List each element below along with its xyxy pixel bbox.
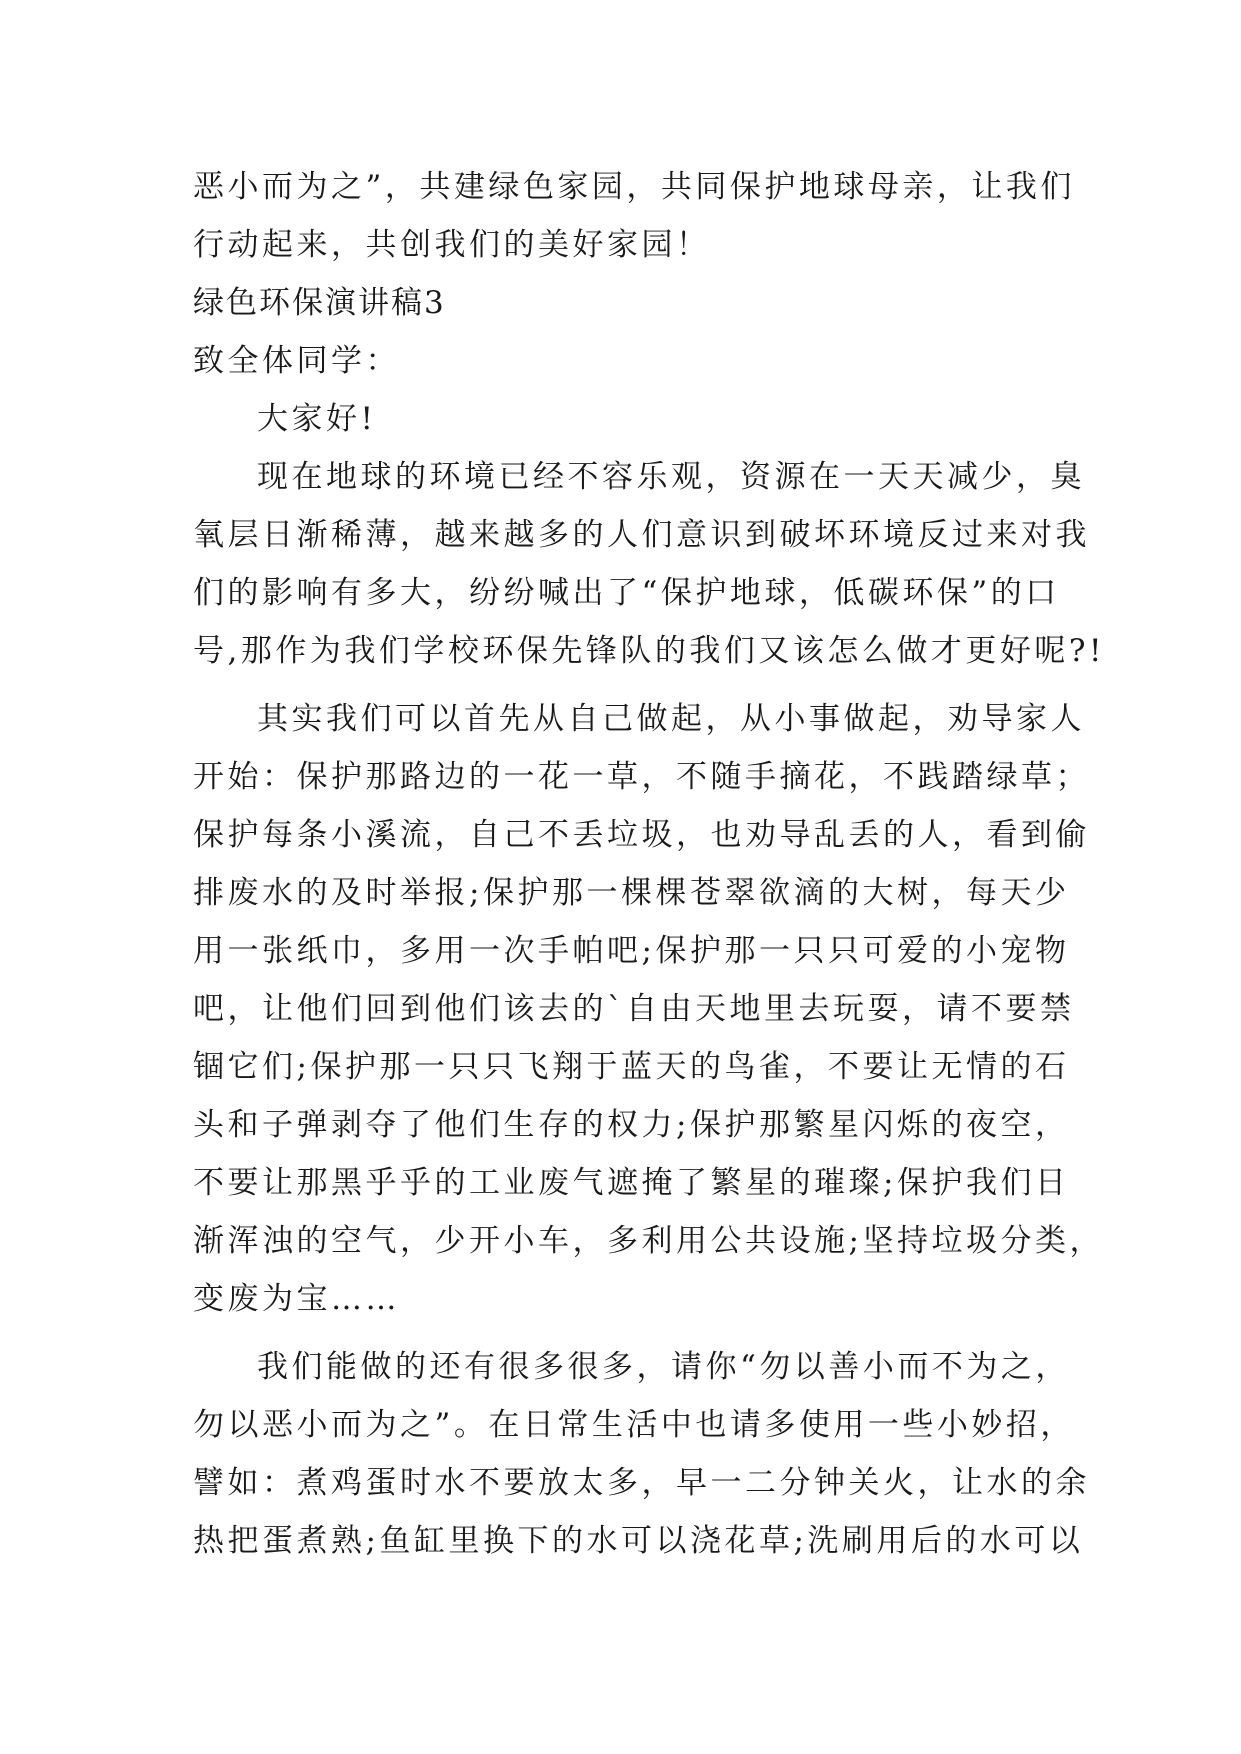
text-line: 排废水的及时举报;保护那一棵棵苍翠欲滴的大树，每天少 (193, 875, 1070, 911)
document-body (193, 158, 1105, 1570)
text-line: 保护每条小溪流，自己不丢垃圾，也劝导乱丢的人，看到偷 (193, 817, 1090, 853)
text-line: 用一张纸巾，多用一次手帕吧;保护那一只只可爱的小宠物 (193, 933, 1070, 969)
text-line: 现在地球的环境已经不容乐观，资源在一天天减少，臭 (257, 459, 1085, 495)
text-line: 氧层日渐稀薄，越来越多的人们意识到破坏环境反过来对我 (193, 517, 1090, 553)
text-line: 渐浑浊的空气，少开小车，多利用公共设施;坚持垃圾分类， (193, 1223, 1104, 1259)
paragraph-1 (193, 448, 1105, 680)
text-line: 恶小而为之”，共建绿色家园，共同保护地球母亲，让我们 (193, 169, 1075, 205)
text-line: 不要让那黑乎乎的工业废气遮掩了繁星的璀璨;保护我们日 (193, 1165, 1070, 1201)
paragraph-3 (193, 1338, 1090, 1570)
paragraph-2 (193, 690, 1104, 1328)
text-line: 譬如：煮鸡蛋时水不要放太多，早一二分钟关火，让水的余 (193, 1465, 1090, 1501)
text-line: 号,那作为我们学校环保先锋队的我们又该怎么做才更好呢?! (193, 633, 1105, 669)
text-line: 我们能做的还有很多很多，请你“勿以善小而不为之， (257, 1349, 1070, 1385)
speech-heading: 绿色环保演讲稿3 (193, 285, 446, 321)
continued-paragraph (193, 158, 1073, 274)
text-line: 其实我们可以首先从自己做起，从小事做起，劝导家人 (257, 701, 1085, 737)
greeting: 大家好! (257, 401, 377, 437)
text-line: 锢它们;保护那一只只飞翔于蓝天的鸟雀，不要让无情的石 (193, 1049, 1070, 1085)
text-line: 热把蛋煮熟;鱼缸里换下的水可以浇花草;洗刷用后的水可以 (193, 1523, 1084, 1559)
text-line: 吧，让他们回到他们该去的`自由天地里去玩耍，请不要禁 (193, 991, 1075, 1027)
text-line: 开始：保护那路边的一花一草，不随手摘花，不践踏绿草； (193, 759, 1090, 795)
salutation: 致全体同学： (193, 343, 400, 379)
text-line: 勿以恶小而为之”。在日常生活中也请多使用一些小妙招， (193, 1407, 1075, 1443)
text-line: 变废为宝…… (193, 1281, 400, 1317)
text-line: 行动起来，共创我们的美好家园！ (193, 227, 711, 263)
text-line: 头和子弹剥夺了他们生存的权力;保护那繁星闪烁的夜空， (193, 1107, 1070, 1143)
text-line: 们的影响有多大，纷纷喊出了“保护地球，低碳环保”的口 (193, 575, 1060, 611)
